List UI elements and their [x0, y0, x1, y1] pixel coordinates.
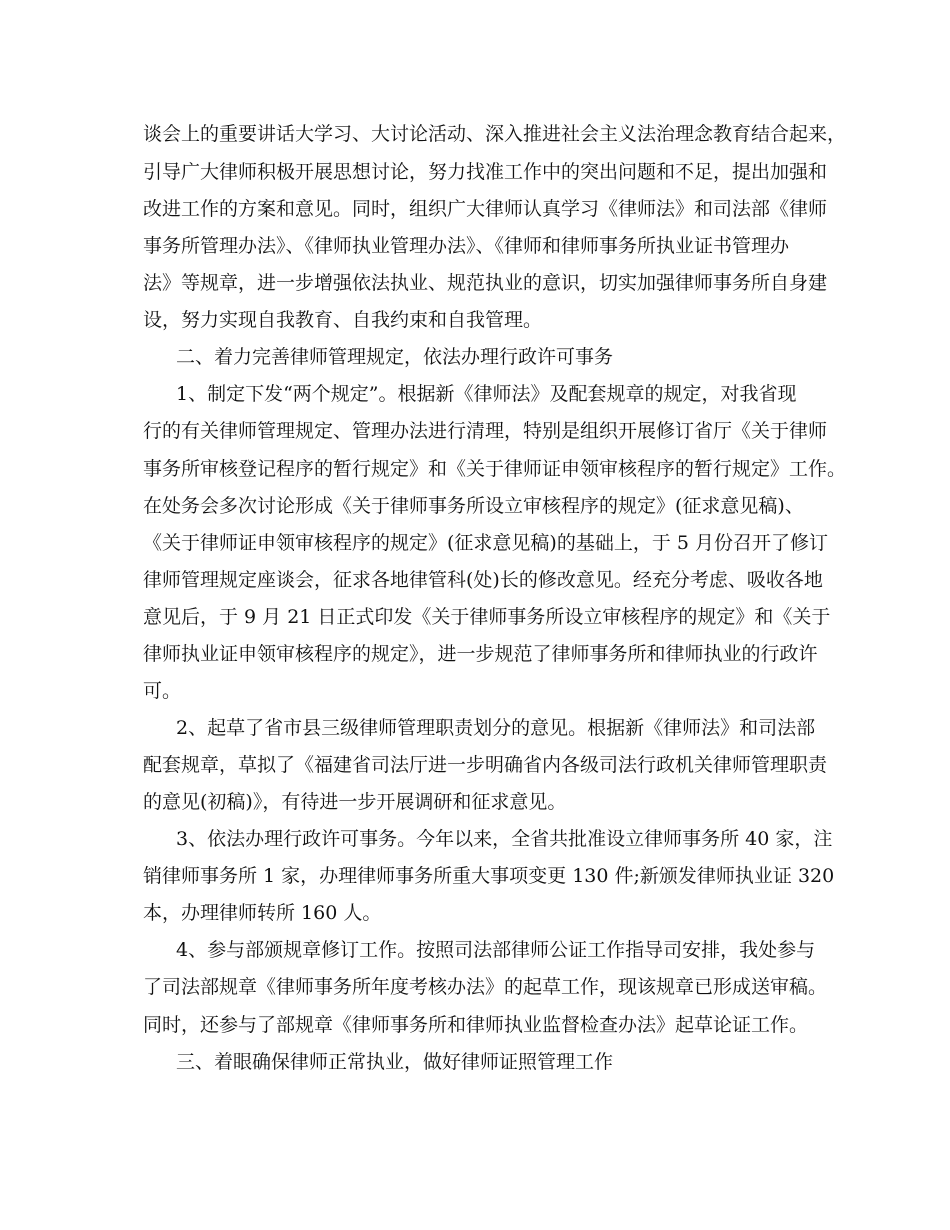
- body-text-line: 3、依法办理行政许可事务。今年以来，全省共批准设立律师事务所 40 家，注: [176, 828, 833, 850]
- body-text-line: 4、参与部颁规章修订工作。按照司法部律师公证工作指导司安排，我处参与: [176, 939, 816, 961]
- body-text-line: 可。: [143, 680, 182, 702]
- body-text-line: 配套规章，草拟了《福建省司法厅进一步明确省内各级司法行政机关律师管理职责: [143, 754, 828, 776]
- body-text-line: 谈会上的重要讲话大学习、大讨论活动、深入推进社会主义法治理念教育结合起来，: [143, 123, 847, 145]
- body-text-line: 引导广大律师积极开展思想讨论，努力找准工作中的突出问题和不足，提出加强和: [143, 161, 828, 183]
- body-text-line: 《关于律师证申领审核程序的规定》(征求意见稿)的基础上，于 5 月份召开了修订: [143, 532, 828, 554]
- body-text-line: 本，办理律师转所 160 人。: [143, 902, 382, 924]
- body-text-line: 意见后，于 9 月 21 日正式印发《关于律师事务所设立审核程序的规定》和《关于: [143, 606, 831, 628]
- section-heading: 二、着力完善律师管理规定，依法办理行政许可事务: [176, 346, 614, 368]
- body-text-line: 了司法部规章《律师事务所年度考核办法》的起草工作，现该规章已形成送审稿。: [143, 976, 828, 998]
- section-heading: 三、着眼确保律师正常执业，做好律师证照管理工作: [176, 1051, 614, 1073]
- body-text-line: 事务所审核登记程序的暂行规定》和《关于律师证申领审核程序的暂行规定》工作。: [143, 458, 847, 480]
- body-text-line: 2、起草了省市县三级律师管理职责划分的意见。根据新《律师法》和司法部: [176, 717, 816, 739]
- body-text-line: 律师管理规定座谈会，征求各地律管科(处)长的修改意见。经充分考虑、吸收各地: [143, 569, 823, 591]
- body-text-line: 改进工作的方案和意见。同时，组织广大律师认真学习《律师法》和司法部《律师: [143, 198, 828, 220]
- body-text-line: 销律师事务所 1 家，办理律师事务所重大事项变更 130 件;新颁发律师执业证 320: [143, 865, 835, 887]
- body-text-line: 同时，还参与了部规章《律师事务所和律师执业监督检查办法》起草论证工作。: [143, 1014, 809, 1036]
- body-text-line: 事务所管理办法》、《律师执业管理办法》、《律师和律师事务所执业证书管理办: [143, 235, 790, 257]
- body-text-line: 1、制定下发“两个规定”。根据新《律师法》及配套规章的规定，对我省现: [176, 383, 797, 405]
- body-text-line: 行的有关律师管理规定、管理办法进行清理，特别是组织开展修订省厅《关于律师: [143, 420, 828, 442]
- body-text-line: 在处务会多次讨论形成《关于律师事务所设立审核程序的规定》(征求意见稿)、: [143, 495, 804, 517]
- body-text-line: 的意见(初稿)》，有待进一步开展调研和征求意见。: [143, 791, 567, 813]
- body-text-line: 设，努力实现自我教育、自我约束和自我管理。: [143, 309, 543, 331]
- body-text-line: 法》等规章，进一步增强依法执业、规范执业的意识，切实加强律师事务所自身建: [143, 272, 828, 294]
- body-text-line: 律师执业证申领审核程序的规定》，进一步规范了律师事务所和律师执业的行政许: [143, 643, 818, 665]
